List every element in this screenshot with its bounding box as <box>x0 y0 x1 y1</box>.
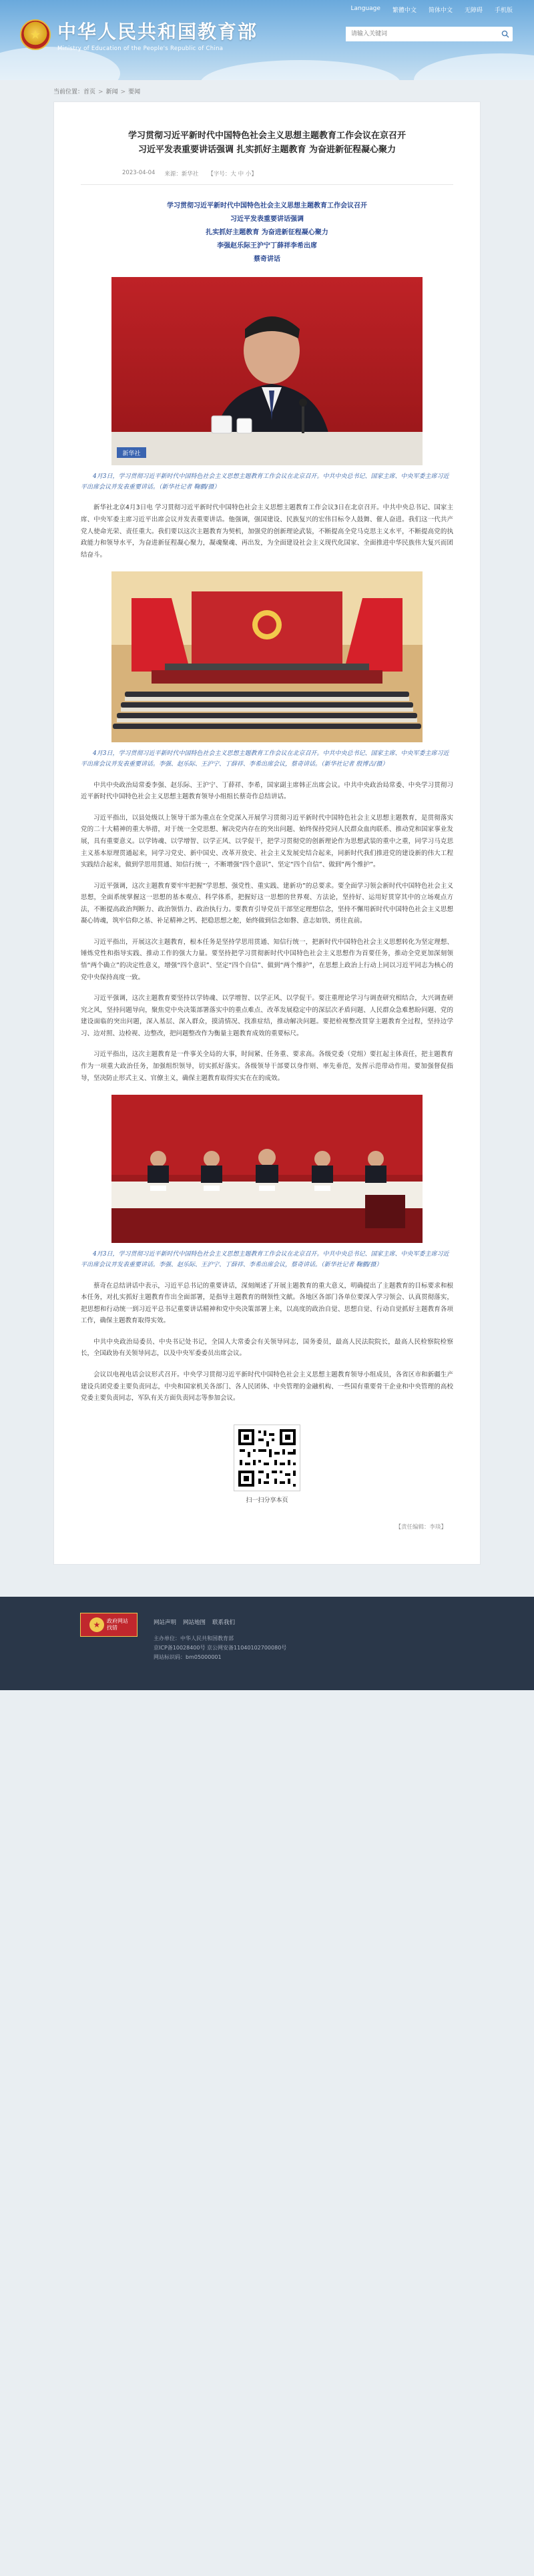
star-icon: ★ <box>89 1617 104 1632</box>
photo-caption: 4月3日，学习贯彻习近平新时代中国特色社会主义思想主题教育工作会议在北京召开。中共中央总书记、国家主席、中央军委主席习近平出席会议并发表重要讲话。李强、赵乐际、王沪宁、丁薛祥、李希出席会议，蔡奇讲话。（新华社记者 鞠鹏/摄） <box>81 1251 449 1268</box>
top-link-language[interactable]: Language <box>350 5 380 12</box>
presidium-image <box>111 1095 423 1243</box>
top-links <box>351 5 513 14</box>
summary-line: 扎实抓好主题教育 为奋进新征程凝心聚力 <box>206 228 328 236</box>
article-meta <box>81 170 453 185</box>
article-paragraph: 习近平指出，以县处级以上领导干部为重点在全党深入开展学习贯彻习近平新时代中国特色社会主义思想主题教育，是贯彻落实党的二十大精神的重大举措，对于统一全党思想、解决党内存在的突出问题、始终保持党同人民群众血肉联系、推动党和国家事业发展，具有重要意义。以学铸魂、以学增智、以学正风、以学促干，把学习贯彻党的创新理论作为思想武装的重中之重，同学习马克思主义基本原理贯通起来，同学习党史、新中国史、改革开放史、社会主义发展史结合起来，同新时代我们推进党的建设新的伟大工程实践结合起来，做到学思用贯通、知信行统一，不断增强“四个意识”、坚定“四个自信”、做到“两个维护”。 <box>81 814 453 869</box>
summary-line: 学习贯彻习近平新时代中国特色社会主义思想主题教育工作会议召开 <box>167 202 367 210</box>
responsible-editor: 【责任编辑：李琰】 <box>395 1523 447 1531</box>
article-paragraph: 习近平指出，开展这次主题教育，根本任务是坚持学思用贯通、知信行统一，把新时代中国特色社会主义思想转化为坚定理想、锤炼党性和指导实践、推动工作的强大力量。要坚持把学习贯彻新时代中国特色社会主义思想作为首要任务，推动全党更加深刻领悟“两个确立”的决定性意义，增强“四个意识”、坚定“四个自信”、做到“两个维护”，在思想上政治上行动上同以习近平同志为核心的党中央保持高度一致。 <box>81 938 453 981</box>
footer-sponsor: 主办单位：中华人民共和国教育部 <box>154 1635 234 1641</box>
breadcrumb-separator: > <box>98 89 103 95</box>
search-icon <box>501 30 509 38</box>
breadcrumb-label: 当前位置： <box>53 89 84 95</box>
national-emblem-icon: ★ <box>20 19 51 50</box>
footer-link-contact[interactable]: 联系我们 <box>212 1619 236 1626</box>
article-title <box>81 129 453 158</box>
summary-line: 习近平发表重要讲话强调 <box>230 215 304 223</box>
qr-code-icon <box>237 1428 297 1488</box>
article-card <box>53 101 481 1565</box>
conference-hall-image <box>111 571 423 742</box>
footer-links <box>154 1618 235 1626</box>
site-subtitle: Ministry of Education of the People's Republic of China <box>57 45 224 52</box>
article-paragraph: 蔡奇在总结讲话中表示，习近平总书记的重要讲话，深刻阐述了开展主题教育的重大意义，明确提出了主题教育的目标要求和根本任务，对扎实抓好主题教育作出全面部署，是指导主题教育的纲领性文献。各地区各部门各单位要深入学习领会、认真贯彻落实，把思想和行动统一到习近平总书记重要讲话精神和党中央决策部署上来，以高度的政治自觉、思想自觉、行动自觉抓好主题教育各项工作，确保主题教育取得实效。 <box>81 1282 453 1325</box>
footer-link-statement[interactable]: 网站声明 <box>154 1619 177 1626</box>
article-paragraph: 中共中央政治局委员、中央书记处书记，全国人大常委会有关领导同志，国务委员，最高人民法院院长，最高人民检察院检察长，全国政协有关领导同志，以及中央军委委员出席会议。 <box>81 1338 453 1358</box>
share-qr-section <box>81 1425 453 1504</box>
photo-watermark: 新华社 <box>122 450 141 457</box>
article-title-line: 习近平发表重要讲话强调 扎实抓好主题教育 为奋进新征程凝心聚力 <box>138 145 396 156</box>
footer-link-sitemap[interactable]: 网站地图 <box>183 1619 206 1626</box>
footer-copyright <box>154 1634 286 1663</box>
article-summary <box>81 200 453 266</box>
breadcrumb-separator: > <box>120 89 126 95</box>
card-spacer <box>81 1531 453 1544</box>
search-input[interactable] <box>346 27 498 41</box>
badge-line: 找错 <box>107 1624 117 1631</box>
article-photo-speech <box>111 277 423 465</box>
gov-site-error-report-badge[interactable] <box>80 1613 138 1637</box>
site-header <box>0 0 534 80</box>
footer-icp: 京ICP备10028400号 京公网安备11040102700080号 <box>154 1645 287 1651</box>
badge-line: 政府网站 <box>107 1618 128 1625</box>
top-link-simplified[interactable]: 简体中文 <box>428 7 453 14</box>
article-paragraph: 习近平强调，这次主题教育要坚持以学铸魂、以学增智、以学正风、以学促干。要注重理论学习与调查研究相结合，大兴调查研究之风，坚持问题导向，聚焦党中央决策部署落实中的重点难点、改革发展稳定中的深层次矛盾问题、人民群众急难愁盼问题、党的建设面临的突出问题，深入基层、深入群众，摸清情况、找准症结，推动解决问题。要把检视整改贯穿主题教育全过程，坚持边学习、边对照、边检视、边整改，把问题整改作为衡量主题教育成效的重要标尺。 <box>81 995 453 1037</box>
summary-line: 李强赵乐际王沪宁丁薛祥李希出席 <box>217 242 317 250</box>
top-link-accessibility[interactable]: 无障碍 <box>464 7 483 14</box>
footer-site-code: 网站标识码：bm05000001 <box>154 1654 222 1661</box>
article-paragraph: 中共中央政治局常委李强、赵乐际、王沪宁、丁薛祥、李希，国家副主席韩正出席会议。中共中央政治局常委、中央学习贯彻习近平新时代中国特色社会主义思想主题教育领导小组组长蔡奇作总结讲话。 <box>81 781 453 801</box>
breadcrumb <box>0 80 534 101</box>
cloud-decoration <box>200 60 400 80</box>
speech-photo-image <box>111 277 423 465</box>
site-title: 中华人民共和国教育部 <box>57 21 258 43</box>
top-link-traditional[interactable]: 繁體中文 <box>392 7 417 14</box>
photo-caption: 4月3日，学习贯彻习近平新时代中国特色社会主义思想主题教育工作会议在北京召开。中共中央总书记、国家主席、中央军委主席习近平出席会议并发表重要讲话。李强、赵乐际、王沪宁、丁薛祥、李希出席会议，蔡奇讲话。（新华社记者 殷博古/摄） <box>81 750 449 768</box>
article-paragraph: 习近平指出，这次主题教育是一件事关全局的大事，时间紧、任务重、要求高。各级党委（党组）要扛起主体责任，把主题教育作为一项重大政治任务，加强组织领导，切实抓好落实。各级领导干部要以身作则、率先垂范，发挥示范带动作用。要加强督促指导，坚决防止形式主义、官僚主义，确保主题教育取得实实在在的成效。 <box>81 1051 453 1082</box>
publish-date: 2023-04-04 <box>122 169 156 176</box>
breadcrumb-home[interactable]: 首页 <box>83 89 96 95</box>
summary-line: 蔡奇讲话 <box>254 255 280 263</box>
photo-caption: 4月3日，学习贯彻习近平新时代中国特色社会主义思想主题教育工作会议在北京召开。中共中央总书记、国家主席、中央军委主席习近平出席会议并发表重要讲话。（新华社记者 鞠鹏/摄） <box>81 473 449 491</box>
site-footer <box>0 1597 534 1690</box>
article-title-line: 学习贯彻习近平新时代中国特色社会主义思想主题教育工作会议在京召开 <box>127 131 406 141</box>
article-paragraph: 新华社北京4月3日电 学习贯彻习近平新时代中国特色社会主义思想主题教育工作会议3日在北京召开。中共中央总书记、国家主席、中央军委主席习近平出席会议并发表重要讲话。他强调，强国建设、民族复兴的宏伟目标令人鼓舞、催人奋进。我们这一代共产党人使命光荣、责任重大。我们要以这次主题教育为契机，加强党的创新理论武装，不断提高全党马克思主义水平，不断提高党的执政能力和领导水平，为奋进新征程凝心聚力，凝魂聚魂、再出发，为全面建设社会主义现代化国家、全面推进中华民族伟大复兴而团结奋斗。 <box>81 504 453 559</box>
search-button[interactable] <box>498 27 513 41</box>
qr-label: 扫一扫分享本页 <box>246 1497 288 1504</box>
top-link-mobile[interactable]: 手机版 <box>494 7 513 14</box>
share-qr-code[interactable] <box>234 1425 300 1491</box>
article-photo-presidium <box>111 1095 423 1243</box>
cloud-decoration <box>414 53 534 80</box>
article-paragraph: 习近平强调，这次主题教育要牢牢把握“学思想、强党性、重实践、建新功”的总要求。要全面学习领会新时代中国特色社会主义思想，全面系统掌握这一思想的基本观点、科学体系，把握好这一思想的世界观、方法论，坚持好、运用好贯穿其中的立场观点方法，不断提高政治判断力、政治领悟力、政治执行力。要教育引导党员干部坚定理想信念，坚持不懈用新时代中国特色社会主义思想凝心铸魂，筑牢信仰之基、补足精神之钙、把稳思想之舵，始终做到信念如磐、意志如铁、勇往直前。 <box>81 882 453 925</box>
site-brand[interactable] <box>20 17 258 52</box>
search-box <box>346 27 513 41</box>
article-photo-hall <box>111 571 423 742</box>
breadcrumb-headlines[interactable]: 要闻 <box>128 89 141 95</box>
article-paragraph: 会议以电视电话会议形式召开。中央学习贯彻习近平新时代中国特色社会主义思想主题教育领导小组成员，各省区市和新疆生产建设兵团党委主要负责同志，中央和国家机关各部门、各人民团体、中央管理的金融机构、一些国有重要骨干企业和中央管理的高校党委主要负责同志，军队有关方面负责同志等参加会议。 <box>81 1370 453 1402</box>
breadcrumb-news[interactable]: 新闻 <box>105 89 118 95</box>
article-source: 来源：新华社 <box>164 170 199 178</box>
font-size-switch[interactable]: 【字号：大 中 小】 <box>208 170 257 178</box>
